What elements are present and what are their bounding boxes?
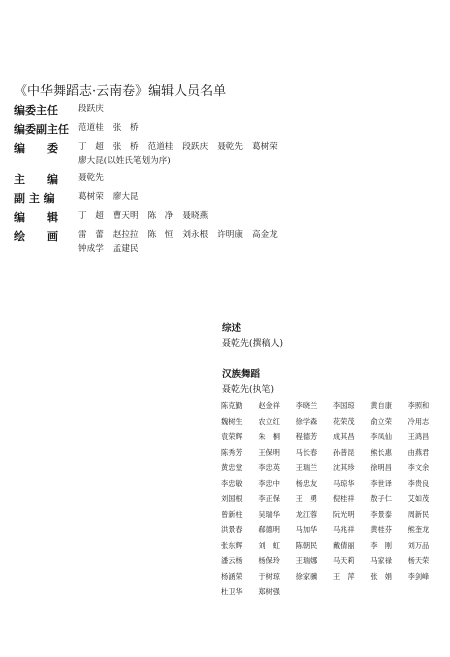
contributor-name: 王瑞娜 (295, 556, 318, 565)
contributor-name: 张东辉 (221, 540, 243, 550)
board-role-label: 绘 画 (14, 230, 58, 243)
board-member-name: 陈 净 (147, 211, 174, 221)
contributor-name: 徐明昌 (370, 463, 392, 472)
board-member-name: 高金龙 (251, 230, 278, 240)
contributor-name: 陈秀芳 (221, 447, 243, 457)
board-member-name: 范道桂 (147, 142, 174, 152)
board-row (14, 209, 294, 225)
contributor-name: 李照和 (407, 401, 430, 410)
han-contributors-grid (221, 399, 445, 599)
board-member-name: 聂晓燕 (182, 211, 209, 221)
board-member-name: 张 桥 (112, 142, 139, 152)
section-author-overview: 聂乾先(撰稿人) (222, 339, 284, 349)
contributor-name: 徐家骥 (295, 571, 318, 581)
board-role-label: 编 辑 (14, 211, 58, 224)
contributor-name: 马天莉 (332, 556, 355, 565)
contributor-name: 马加华 (295, 525, 318, 534)
section-heading-overview: 综述 (222, 323, 242, 334)
board-member-name: 曹天明 (112, 211, 139, 221)
board-row (14, 121, 294, 137)
contributor-name: 杜卫华 (221, 587, 243, 596)
contributor-name: 冷用志 (407, 416, 430, 426)
contributor-name: 马兆祥 (332, 525, 355, 534)
contributor-name: 李国琼 (332, 401, 355, 410)
board-member-name: 范道桂 (78, 123, 104, 133)
board-row (14, 190, 294, 206)
contributor-name: 郗德明 (258, 525, 280, 534)
contributor-name: 曾新柱 (221, 509, 243, 519)
board-member-name: 丁 超 (78, 211, 104, 221)
contributor-name: 熊长惠 (370, 447, 392, 457)
board-row (14, 228, 294, 256)
board-member-name: 廖大昆(以姓氏笔划为序) (78, 156, 171, 166)
contributor-name: 周新民 (407, 509, 430, 519)
contributor-name: 马长春 (295, 447, 318, 457)
board-member-name: 张 桥 (112, 123, 139, 133)
contributor-name: 黄自康 (370, 401, 392, 410)
contributor-name: 王鸿昌 (407, 432, 430, 441)
contributor-name: 王瑞兰 (295, 463, 318, 472)
section-heading-han-dance: 汉族舞蹈 (222, 369, 261, 380)
contributor-name: 李文余 (407, 463, 430, 472)
contributor-name: 刘万品 (407, 540, 430, 550)
board-role-names (78, 190, 294, 204)
editorial-board-list (14, 102, 294, 259)
contributor-name: 赵金祥 (258, 401, 280, 410)
contributor-name: 杨涵荣 (221, 571, 243, 581)
section-author-han-dance: 聂乾先(执笔) (222, 385, 275, 395)
contributor-name: 敖子仁 (370, 494, 392, 503)
contributor-name: 孙普昆 (332, 447, 355, 457)
contributor-name: 李世译 (370, 478, 392, 488)
contributor-name: 戴倩丽 (332, 540, 355, 550)
contributor-name: 王 萍 (332, 571, 355, 581)
board-member-name: 段跃庆 (182, 142, 209, 152)
contributor-name: 俞立荣 (370, 416, 392, 426)
board-row (14, 140, 294, 168)
board-role-names (78, 209, 294, 223)
board-role-names (78, 140, 294, 168)
board-member-name: 丁 超 (78, 142, 104, 152)
contributor-name: 徐学森 (295, 416, 318, 426)
contributor-name: 王保明 (258, 447, 280, 457)
contributor-name: 龙江蓉 (295, 509, 318, 519)
board-role-label: 编 委 (14, 142, 58, 155)
contributor-name: 洪景春 (221, 525, 243, 534)
board-member-name: 段跃庆 (78, 104, 104, 114)
contributor-name: 魏树生 (221, 416, 243, 426)
contributor-name: 朱 桐 (258, 432, 280, 441)
contributor-name: 张 娟 (370, 571, 392, 581)
board-role-label: 副 主 编 (14, 192, 55, 205)
board-member-name: 孟建民 (112, 244, 139, 254)
board-member-name: 钟成学 (78, 244, 104, 254)
board-member-name: 许明康 (217, 230, 243, 240)
document-title: 《中华舞蹈志·云南卷》编辑人员名单 (14, 84, 227, 99)
board-role-label: 主 编 (14, 173, 58, 186)
contributor-name: 刘国根 (221, 494, 243, 503)
contributor-name: 花荣茂 (332, 416, 355, 426)
board-row (14, 171, 294, 187)
contributor-name: 倪桂祥 (332, 494, 355, 503)
contributor-name: 李忠英 (258, 463, 280, 472)
contributor-name: 杨保玲 (258, 556, 280, 565)
contributor-name: 艾如茂 (407, 494, 430, 503)
board-member-name: 陈 恒 (147, 230, 174, 240)
board-role-names (78, 171, 294, 185)
contributor-name: 沈其珍 (332, 463, 355, 472)
board-role-label: 编委副主任 (14, 123, 69, 136)
contributor-name: 成其昌 (332, 432, 355, 441)
board-role-names (78, 102, 294, 116)
contributor-name: 李贵良 (407, 478, 430, 488)
board-role-names (78, 228, 294, 256)
board-row (14, 102, 294, 118)
contributor-name: 农立红 (258, 416, 280, 426)
board-member-name: 葛树荣 (78, 192, 104, 202)
board-member-name: 刘永根 (182, 230, 209, 240)
contributor-name: 王 勇 (295, 494, 318, 503)
board-role-label: 编委主任 (14, 104, 58, 117)
board-role-names (78, 121, 294, 135)
board-member-name: 廖大昆 (112, 192, 139, 202)
contributor-name: 于树琼 (258, 571, 280, 581)
contributor-name: 袁荣辉 (221, 432, 243, 441)
board-member-name: 葛树荣 (251, 142, 278, 152)
contributor-name: 刘 虹 (258, 540, 280, 550)
contributor-name: 黄忠堂 (221, 463, 243, 472)
contributor-name: 郑树强 (258, 587, 280, 596)
contributor-name: 李景泰 (370, 509, 392, 519)
contributor-name: 马家禄 (370, 556, 392, 565)
contributor-name: 李忠中 (258, 478, 280, 488)
contributor-name: 陈克勤 (221, 401, 243, 410)
contributor-name: 杨忠友 (295, 478, 318, 488)
contributor-name: 李正保 (258, 494, 280, 503)
contributor-name: 李凤仙 (370, 432, 392, 441)
contributor-name: 杨天荣 (407, 556, 430, 565)
contributor-name: 李剑峰 (407, 571, 430, 581)
contributor-name: 由燕君 (407, 447, 430, 457)
contributor-name: 潘云杨 (221, 556, 243, 565)
contributor-name: 李晓兰 (295, 401, 318, 410)
contributor-name: 熊奎龙 (407, 525, 430, 534)
contributor-name: 阮光明 (332, 509, 355, 519)
contributor-name: 陈朝民 (295, 540, 318, 550)
board-member-name: 雷 蕾 (78, 230, 104, 240)
contributor-name: 黄桂芬 (370, 525, 392, 534)
contributor-name: 李忠敏 (221, 478, 243, 488)
board-member-name: 聂乾先 (78, 173, 104, 183)
contributor-name: 吴瑞华 (258, 509, 280, 519)
contributor-name: 马琼华 (332, 478, 355, 488)
board-member-name: 聂乾先 (217, 142, 243, 152)
contributor-name: 李 刚 (370, 540, 392, 550)
board-member-name: 赵拉拉 (112, 230, 139, 240)
contributor-name: 程德芳 (295, 432, 318, 441)
